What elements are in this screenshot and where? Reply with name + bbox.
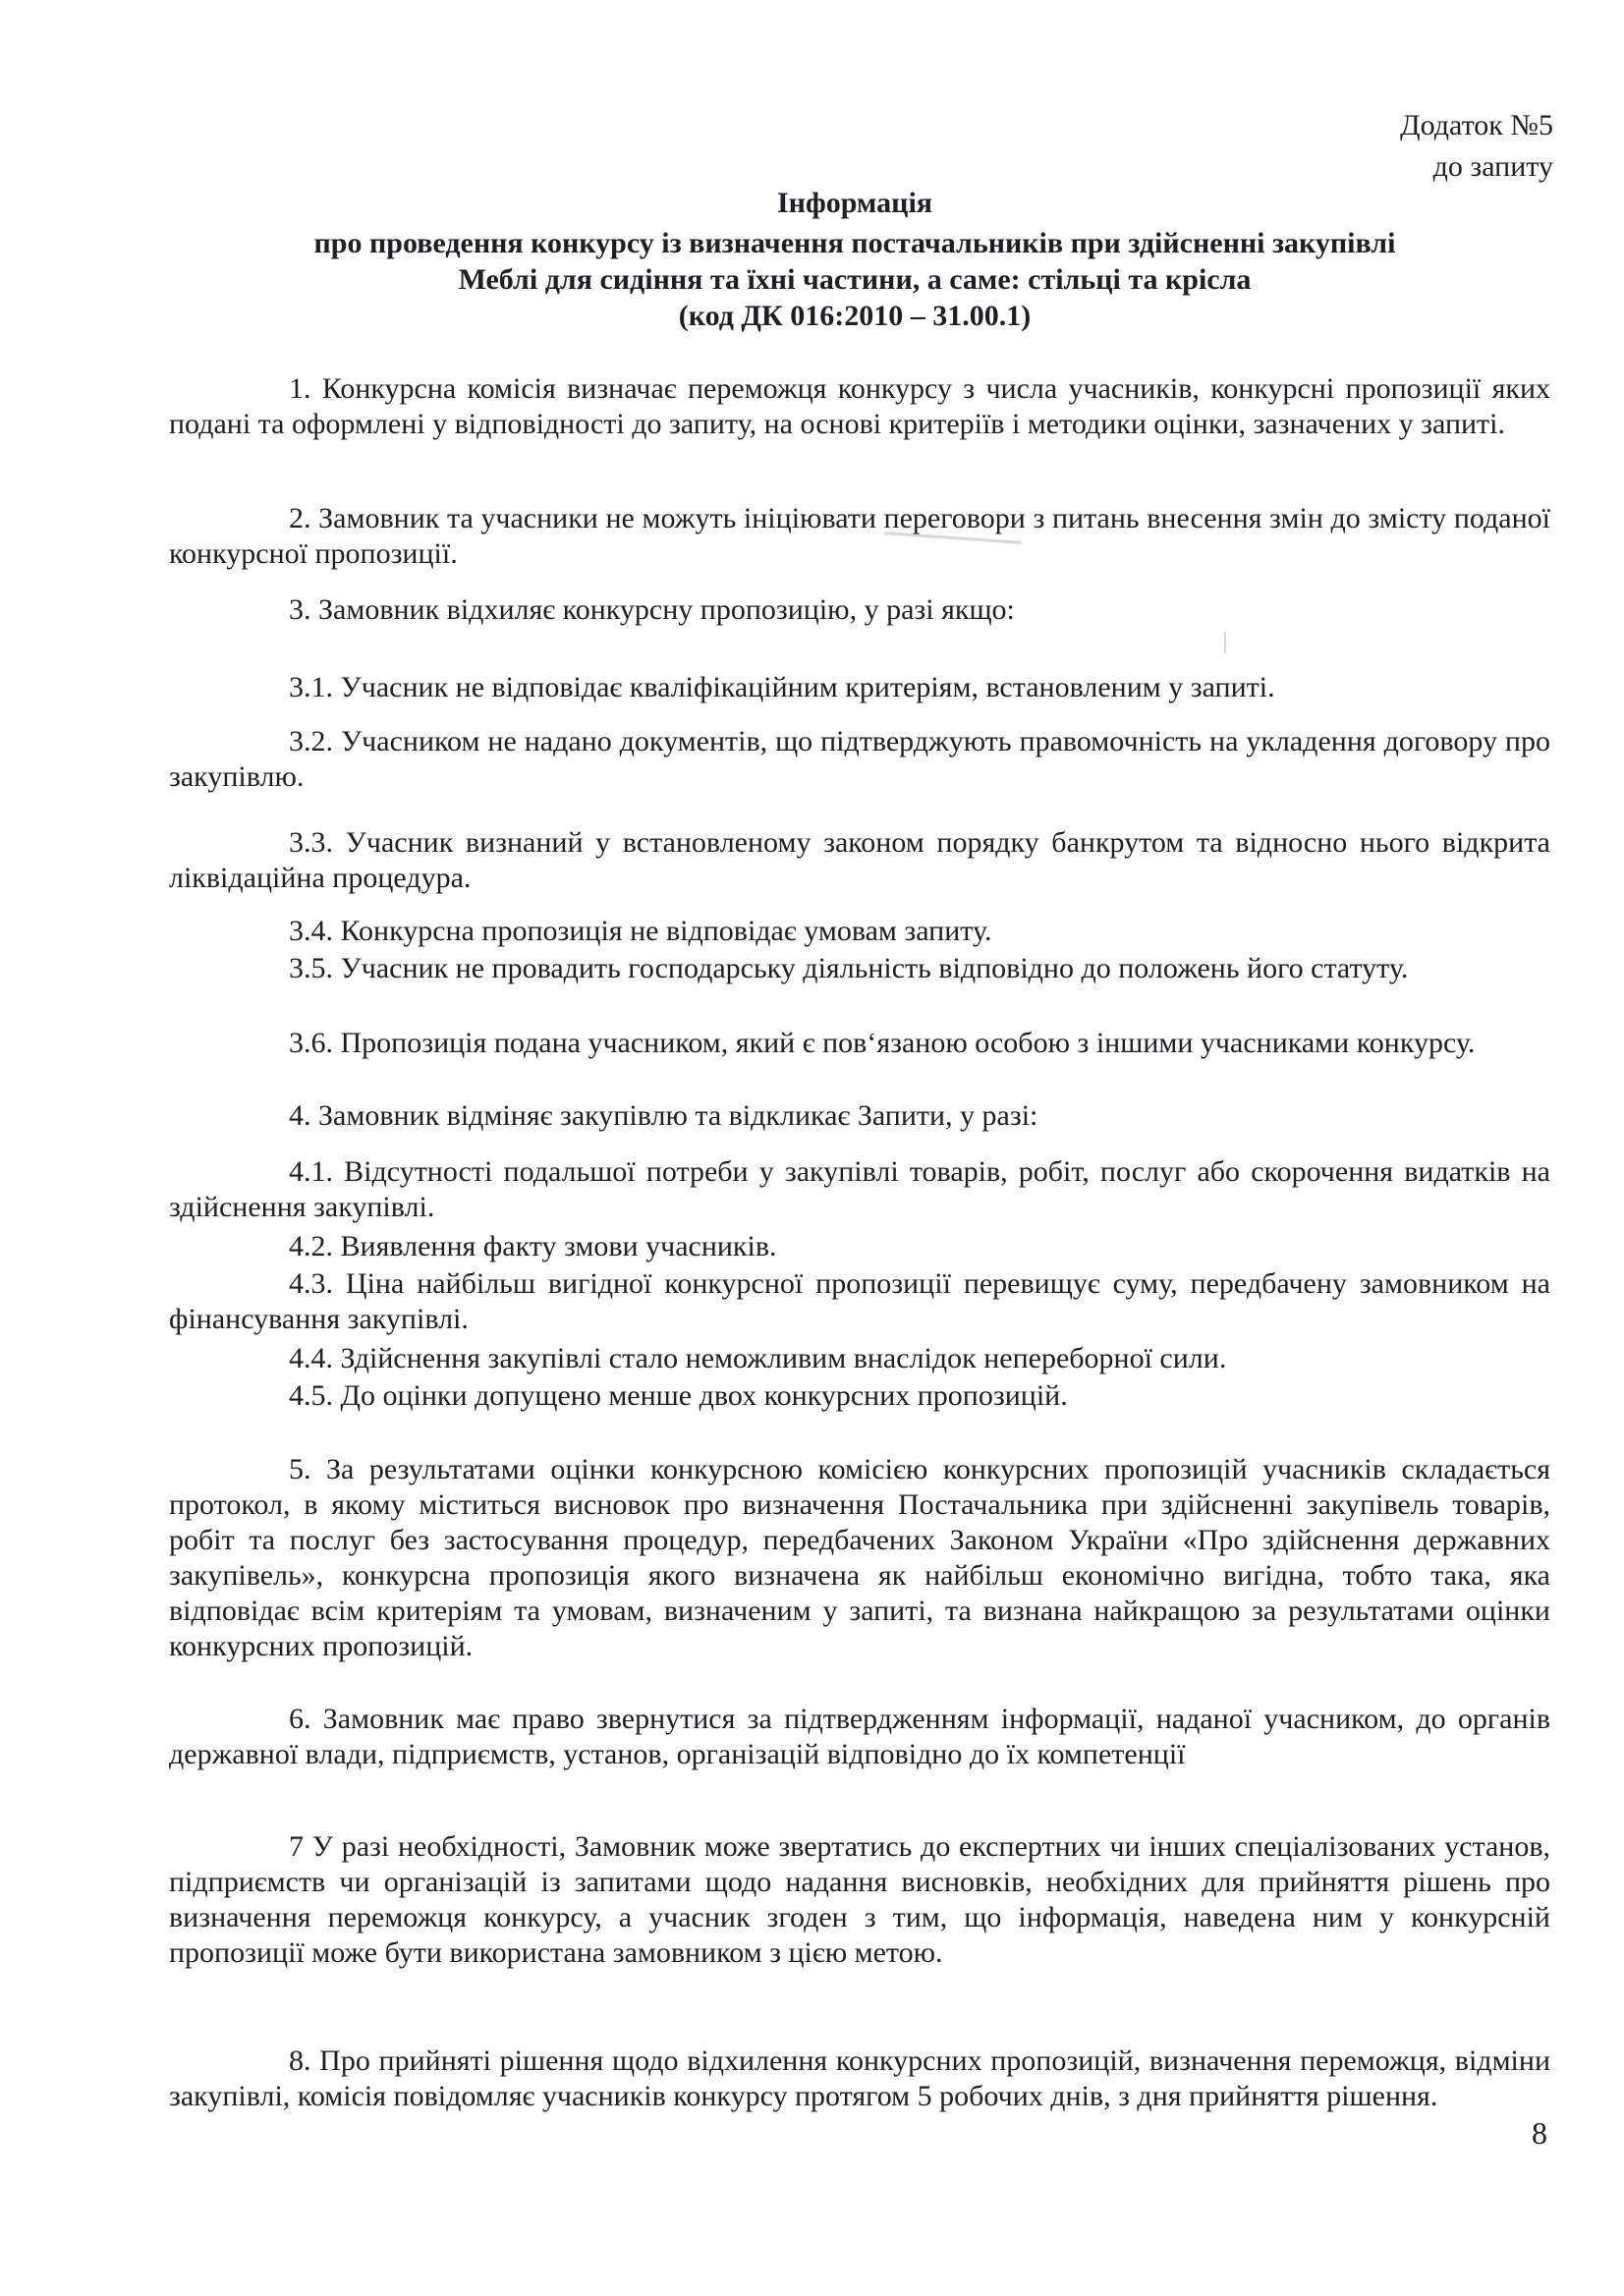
- scan-artifact: [1224, 632, 1226, 653]
- paragraph-7: 7 У разі необхідності, Замовник може звертатись до експертних чи інших спеціалізованих установ, підприємств чи організацій із запитами щодо надання висновків, необхідних для прийняття рішень про визначення переможця конкурсу, а учасник згоден з тим, що інформація, наведена ним у конкурсній пропозиції може бути використана замовником з цією метою.: [169, 1830, 1550, 1969]
- paragraph-3-2: 3.2. Учасником не надано документів, що підтверджують правомочність на укладення договору про закупівлю.: [169, 725, 1550, 793]
- annex-label: Додаток №5: [1400, 109, 1553, 141]
- paragraph-4-5: 4.5. До оцінки допущено менше двох конкурсних пропозицій.: [289, 1379, 1068, 1412]
- paragraph-8: 8. Про прийняті рішення щодо відхилення конкурсних пропозицій, визначення переможця, відміни закупівлі, комісія повідомляє учасників конкурсу протягом 5 робочих днів, з дня прийняття рішення.: [169, 2044, 1550, 2112]
- classification-code: (код ДК 016:2010 – 31.00.1): [678, 300, 1032, 332]
- paragraph-3-1: 3.1. Учасник не відповідає кваліфікаційним критеріям, встановленим у запиті.: [289, 671, 1275, 703]
- annex-subtitle: до запиту: [1432, 150, 1553, 183]
- paragraph-5: 5. За результатами оцінки конкурсною комісією конкурсних пропозицій учасників складається протокол, в якому міститься висновок про визначення Постачальника при здійсненні закупівель товарів, робіт та послуг без застосування процедур, передбачених Законом України «Про здійснення державних закупівель», конкурсна пропозиція якого визначена як найбільш економічно вигідна, тобто така, яка відповідає всім критеріям та умовам, визначеним у запиті, та визнана найкращою за результатами оцінки конкурсних пропозицій.: [169, 1453, 1550, 1662]
- paragraph-6: 6. Замовник має право звернутися за підтвердженням інформації, наданої учасником, до органів державної влади, підприємств, установ, організацій відповідно до їх компетенції: [169, 1703, 1550, 1770]
- paragraph-3-3: 3.3. Учасник визнаний у встановленому законом порядку банкрутом та відносно нього відкрита ліквідаційна процедура.: [169, 826, 1550, 894]
- paragraph-2: 2. Замовник та учасники не можуть ініціювати переговори з питань внесення змін до змісту поданої конкурсної пропозиції.: [169, 502, 1550, 570]
- page-number: 8: [1532, 2115, 1547, 2151]
- paragraph-3-6: 3.6. Пропозиція подана учасником, який є пов‘язаною особою з іншими учасниками конкурсу.: [289, 1027, 1476, 1059]
- document-subtitle: про проведення конкурсу із визначення постачальників при здійсненні закупівлі: [313, 227, 1396, 259]
- paragraph-4-3: 4.3. Ціна найбільш вигідної конкурсної пропозиції перевищує суму, передбачену замовником на фінансування закупівлі.: [169, 1267, 1550, 1335]
- paragraph-4-2: 4.2. Виявлення факту змови учасників.: [289, 1230, 777, 1262]
- paragraph-4-1: 4.1. Відсутності подальшої потреби у закупівлі товарів, робіт, послуг або скорочення видатків на здійснення закупівлі.: [169, 1155, 1550, 1223]
- paragraph-1: 1. Конкурсна комісія визначає переможця конкурсу з числа учасників, конкурсні пропозиції яких подані та оформлені у відповідності до запиту, на основі критеріїв і методики оцінки, зазначених у запиті.: [169, 372, 1550, 440]
- procurement-subject: Меблі для сидіння та їхні частини, а саме: стільці та крісла: [458, 263, 1252, 296]
- document-title: Інформація: [776, 187, 933, 219]
- paragraph-3-4: 3.4. Конкурсна пропозиція не відповідає умовам запиту.: [289, 915, 992, 947]
- paragraph-4-4: 4.4. Здійснення закупівлі стало неможливим внаслідок непереборної сили.: [289, 1342, 1227, 1374]
- paragraph-4: 4. Замовник відміняє закупівлю та відкликає Запити, у разі:: [289, 1099, 1038, 1132]
- paragraph-3-5: 3.5. Учасник не провадить господарську діяльність відповідно до положень його статуту.: [289, 952, 1409, 984]
- paragraph-3: 3. Замовник відхиляє конкурсну пропозицію, у разі якщо:: [289, 593, 1015, 626]
